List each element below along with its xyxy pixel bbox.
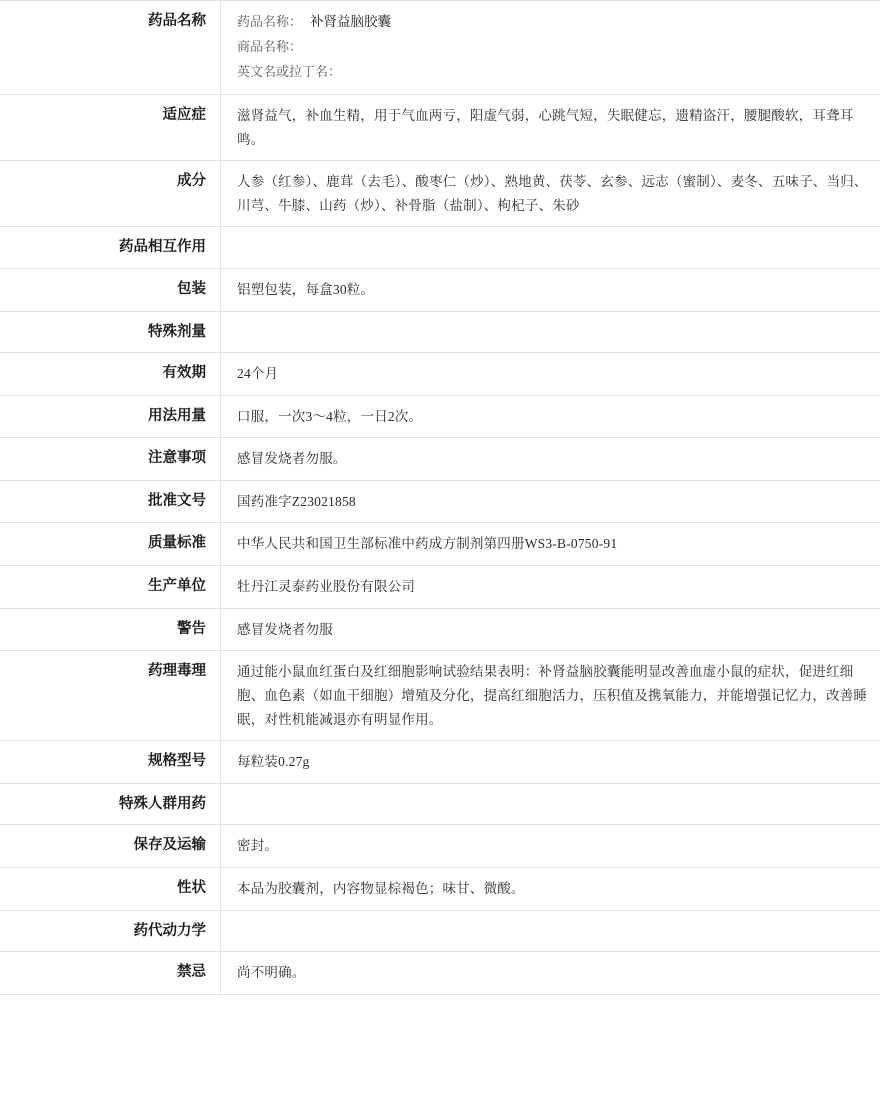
drug-name-value: 补肾益脑胶囊 <box>302 14 391 29</box>
table-row <box>0 523 880 566</box>
row-value <box>221 867 880 910</box>
table-row <box>0 608 880 651</box>
table-row <box>0 910 880 951</box>
row-value <box>221 227 880 268</box>
row-value <box>221 741 880 784</box>
row-label: 药品相互作用 <box>0 227 221 268</box>
row-value-text: 中华人民共和国卫生部标准中药成方制剂第四册WS3-B-0750-91 <box>237 532 868 556</box>
table-row <box>0 1 880 95</box>
drug-name-key: 英文名或拉丁名： <box>237 64 341 79</box>
row-label: 适应症 <box>0 94 221 160</box>
table-row <box>0 783 880 824</box>
row-value <box>221 1 880 95</box>
row-value <box>221 608 880 651</box>
row-label: 药代动力学 <box>0 910 221 951</box>
row-label: 性状 <box>0 867 221 910</box>
row-label: 批准文号 <box>0 480 221 523</box>
row-label: 禁忌 <box>0 952 221 995</box>
table-row <box>0 161 880 227</box>
table-row <box>0 311 880 352</box>
row-value-text: 本品为胶囊剂，内容物显棕褐色；味甘、微酸。 <box>237 877 868 901</box>
row-value <box>221 952 880 995</box>
row-value-text: 口服，一次3～4粒，一日2次。 <box>237 405 868 429</box>
row-label: 用法用量 <box>0 395 221 438</box>
table-row <box>0 268 880 311</box>
row-label: 注意事项 <box>0 438 221 481</box>
row-value <box>221 910 880 951</box>
row-value <box>221 825 880 868</box>
row-label: 质量标准 <box>0 523 221 566</box>
row-label: 特殊剂量 <box>0 311 221 352</box>
table-row <box>0 741 880 784</box>
row-value-text: 通过能小鼠血红蛋白及红细胞影响试验结果表明：补肾益脑胶囊能明显改善血虚小鼠的症状，促进红细胞、血色素（如血干细胞）增殖及分化，提高红细胞活力，压积值及携氧能力，并能增强记忆力，改善睡眠，对性机能减退亦有明显作用。 <box>237 660 868 731</box>
row-value <box>221 161 880 227</box>
row-value-text: 滋肾益气，补血生精，用于气血两亏，阳虚气弱，心跳气短，失眠健忘，遗精盗汗，腰腿酸软，耳聋耳鸣。 <box>237 104 868 151</box>
table-row <box>0 867 880 910</box>
row-value <box>221 311 880 352</box>
table-row <box>0 566 880 609</box>
table-row <box>0 352 880 395</box>
table-row <box>0 395 880 438</box>
row-label: 成分 <box>0 161 221 227</box>
row-label: 药品名称 <box>0 1 221 95</box>
drug-name-key: 药品名称： <box>237 14 302 29</box>
drug-info-table-body <box>0 1 880 995</box>
table-row <box>0 94 880 160</box>
table-row <box>0 438 880 481</box>
row-value-text: 密封。 <box>237 834 868 858</box>
row-value <box>221 94 880 160</box>
row-value-text: 每粒装0.27g <box>237 750 868 774</box>
row-value <box>221 651 880 741</box>
table-row <box>0 651 880 741</box>
row-label: 保存及运输 <box>0 825 221 868</box>
row-value <box>221 438 880 481</box>
drug-name-value <box>341 64 349 79</box>
row-value <box>221 268 880 311</box>
drug-name-line <box>237 60 868 85</box>
row-value-text: 铝塑包装，每盒30粒。 <box>237 278 868 302</box>
drug-name-line <box>237 10 868 35</box>
row-value <box>221 352 880 395</box>
row-value-text: 牡丹江灵泰药业股份有限公司 <box>237 575 868 599</box>
drug-name-line <box>237 35 868 60</box>
row-value <box>221 783 880 824</box>
row-label: 警告 <box>0 608 221 651</box>
drug-name-key: 商品名称： <box>237 39 302 54</box>
row-value-text: 尚不明确。 <box>237 961 868 985</box>
row-label: 有效期 <box>0 352 221 395</box>
table-row <box>0 952 880 995</box>
row-value <box>221 395 880 438</box>
row-value-text: 24个月 <box>237 362 868 386</box>
row-value <box>221 523 880 566</box>
row-label: 规格型号 <box>0 741 221 784</box>
drug-name-value <box>302 39 310 54</box>
row-label: 包装 <box>0 268 221 311</box>
row-value-text: 国药准字Z23021858 <box>237 490 868 514</box>
row-value-text: 感冒发烧者勿服 <box>237 618 868 642</box>
row-value-text: 感冒发烧者勿服。 <box>237 447 868 471</box>
table-row <box>0 480 880 523</box>
row-value <box>221 480 880 523</box>
table-row <box>0 227 880 268</box>
page-bottom-spacer <box>0 995 880 1105</box>
row-label: 生产单位 <box>0 566 221 609</box>
row-label: 特殊人群用药 <box>0 783 221 824</box>
table-row <box>0 825 880 868</box>
row-value <box>221 566 880 609</box>
row-value-text: 人参（红参）、鹿茸（去毛）、酸枣仁（炒）、熟地黄、茯苓、玄参、远志（蜜制）、麦冬、五味子、当归、川芎、牛膝、山药（炒）、补骨脂（盐制）、枸杞子、朱砂 <box>237 170 868 217</box>
row-label: 药理毒理 <box>0 651 221 741</box>
